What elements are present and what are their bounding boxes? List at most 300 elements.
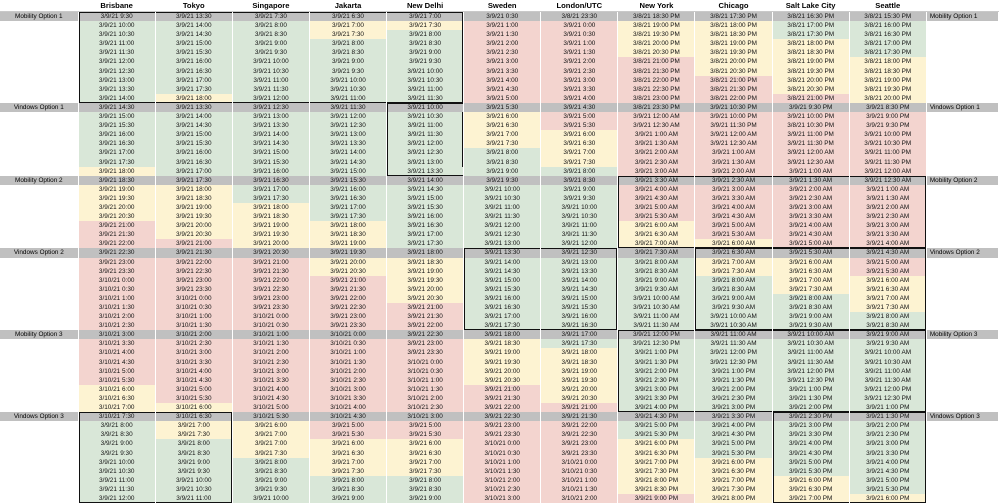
time-cell[interactable]: 3/10/21 0:00 [541, 458, 618, 467]
time-cell[interactable]: 3/9/21 9:30 [232, 48, 309, 57]
time-cell[interactable]: 3/10/21 3:00 [309, 385, 386, 394]
time-cell[interactable]: 3/9/21 3:00 [464, 57, 541, 66]
time-cell[interactable]: 3/9/21 14:30 [541, 285, 618, 294]
time-cell[interactable]: 3/9/21 22:00 [155, 258, 232, 267]
time-cell[interactable]: 3/9/21 11:00 [387, 121, 464, 130]
time-cell[interactable]: 3/9/21 10:30 [309, 85, 386, 94]
time-cell[interactable]: 3/9/21 4:30 PM [849, 467, 926, 476]
time-cell[interactable]: 3/9/21 12:30 [309, 121, 386, 130]
time-cell[interactable]: 3/9/21 5:00 AM [618, 203, 695, 212]
time-cell[interactable]: 3/9/21 9:30 AM [618, 285, 695, 294]
time-cell[interactable]: 3/9/21 1:30 PM [849, 412, 926, 421]
time-cell[interactable]: 3/8/21 20:00 PM [849, 94, 926, 103]
time-cell[interactable]: 3/9/21 19:30 [155, 212, 232, 221]
time-cell[interactable]: 3/9/21 12:30 [78, 67, 155, 76]
time-cell[interactable]: 3/9/21 11:30 PM [772, 139, 849, 148]
time-cell[interactable]: 3/9/21 11:30 [78, 48, 155, 57]
time-cell[interactable]: 3/9/21 21:30 [387, 312, 464, 321]
time-cell[interactable]: 3/9/21 8:30 [387, 485, 464, 494]
time-cell[interactable]: 3/9/21 2:30 PM [618, 376, 695, 385]
time-cell[interactable]: 3/9/21 18:00 [464, 330, 541, 339]
time-cell[interactable]: 3/10/21 1:00 [155, 312, 232, 321]
time-cell[interactable]: 3/9/21 11:00 [464, 203, 541, 212]
time-cell[interactable]: 3/9/21 19:30 [78, 194, 155, 203]
time-cell[interactable]: 3/9/21 8:30 [464, 158, 541, 167]
time-cell[interactable]: 3/9/21 11:00 [541, 221, 618, 230]
time-cell[interactable]: 3/10/21 3:00 [155, 348, 232, 357]
time-cell[interactable]: 3/10/21 1:30 [309, 358, 386, 367]
time-cell[interactable]: 3/9/21 11:30 [232, 85, 309, 94]
time-cell[interactable]: 3/9/21 14:30 [232, 139, 309, 148]
time-cell[interactable]: 3/9/21 7:00 PM [695, 476, 772, 485]
time-cell[interactable]: 3/9/21 18:30 [232, 212, 309, 221]
time-cell[interactable]: 3/9/21 11:00 [78, 476, 155, 485]
time-cell[interactable]: 3/9/21 13:30 [387, 167, 464, 176]
time-cell[interactable]: 3/9/21 12:00 PM [695, 348, 772, 357]
time-cell[interactable]: 3/10/21 5:30 [78, 376, 155, 385]
time-cell[interactable]: 3/10/21 3:00 [387, 412, 464, 421]
time-cell[interactable]: 3/9/21 21:00 [464, 385, 541, 394]
time-cell[interactable]: 3/9/21 19:00 [232, 221, 309, 230]
time-cell[interactable]: 3/9/21 13:30 [309, 139, 386, 148]
time-cell[interactable]: 3/9/21 17:00 [387, 230, 464, 239]
time-cell[interactable]: 3/9/21 12:30 [232, 103, 309, 112]
time-cell[interactable]: 3/9/21 10:30 [387, 76, 464, 85]
time-cell[interactable]: 3/9/21 7:30 AM [849, 303, 926, 312]
time-cell[interactable]: 3/9/21 7:30 [309, 467, 386, 476]
time-cell[interactable]: 3/9/21 2:00 [541, 57, 618, 66]
time-cell[interactable]: 3/9/21 12:30 AM [772, 158, 849, 167]
time-cell[interactable]: 3/9/21 9:00 PM [849, 112, 926, 121]
time-cell[interactable]: 3/9/21 11:00 AM [772, 348, 849, 357]
time-cell[interactable]: 3/9/21 4:00 AM [618, 185, 695, 194]
time-cell[interactable]: 3/9/21 13:00 [387, 158, 464, 167]
time-cell[interactable]: 3/9/21 2:30 PM [695, 394, 772, 403]
time-cell[interactable]: 3/9/21 7:00 [541, 148, 618, 157]
time-cell[interactable]: 3/8/21 17:30 PM [695, 12, 772, 22]
time-cell[interactable]: 3/9/21 11:30 AM [849, 376, 926, 385]
time-cell[interactable]: 3/9/21 23:30 [78, 267, 155, 276]
time-cell[interactable]: 3/9/21 3:00 [541, 76, 618, 85]
time-cell[interactable]: 3/9/21 12:00 PM [618, 330, 695, 339]
time-cell[interactable]: 3/8/21 16:30 PM [772, 12, 849, 22]
time-cell[interactable]: 3/9/21 7:00 [232, 439, 309, 448]
time-cell[interactable]: 3/9/21 7:00 [309, 21, 386, 30]
time-cell[interactable]: 3/9/21 9:00 PM [618, 494, 695, 503]
time-cell[interactable]: 3/10/21 0:00 [232, 312, 309, 321]
time-cell[interactable]: 3/9/21 11:00 [232, 76, 309, 85]
time-cell[interactable]: 3/9/21 11:00 PM [849, 148, 926, 157]
time-cell[interactable]: 3/10/21 2:30 [387, 403, 464, 412]
time-cell[interactable]: 3/9/21 5:30 AM [849, 267, 926, 276]
time-cell[interactable]: 3/9/21 2:30 AM [618, 158, 695, 167]
time-cell[interactable]: 3/9/21 9:30 PM [772, 103, 849, 112]
time-cell[interactable]: 3/9/21 12:30 PM [849, 394, 926, 403]
time-cell[interactable]: 3/9/21 22:00 [78, 239, 155, 248]
time-cell[interactable]: 3/8/21 19:00 PM [618, 21, 695, 30]
time-cell[interactable]: 3/9/21 11:30 [78, 485, 155, 494]
time-cell[interactable]: 3/9/21 11:30 [464, 212, 541, 221]
time-cell[interactable]: 3/9/21 8:00 AM [772, 294, 849, 303]
time-cell[interactable]: 3/9/21 12:30 PM [772, 376, 849, 385]
time-cell[interactable]: 3/9/21 11:00 [78, 39, 155, 48]
time-cell[interactable]: 3/9/21 17:30 [155, 176, 232, 185]
time-cell[interactable]: 3/10/21 1:00 [78, 294, 155, 303]
time-cell[interactable]: 3/9/21 20:30 [78, 212, 155, 221]
time-cell[interactable]: 3/9/21 6:30 PM [618, 449, 695, 458]
time-cell[interactable]: 3/9/21 17:30 [232, 194, 309, 203]
time-cell[interactable]: 3/9/21 8:30 PM [849, 103, 926, 112]
time-cell[interactable]: 3/9/21 14:30 [155, 121, 232, 130]
time-cell[interactable]: 3/9/21 5:00 [541, 112, 618, 121]
time-cell[interactable]: 3/9/21 13:00 [309, 130, 386, 139]
time-cell[interactable]: 3/9/21 9:30 [155, 467, 232, 476]
time-cell[interactable]: 3/9/21 15:00 [309, 167, 386, 176]
time-cell[interactable]: 3/9/21 20:30 [155, 230, 232, 239]
time-cell[interactable]: 3/9/21 6:00 [387, 439, 464, 448]
time-cell[interactable]: 3/9/21 8:00 AM [618, 258, 695, 267]
time-cell[interactable]: 3/9/21 7:30 [232, 12, 309, 22]
time-cell[interactable]: 3/9/21 23:30 [232, 303, 309, 312]
time-cell[interactable]: 3/8/21 20:00 PM [618, 39, 695, 48]
time-cell[interactable]: 3/9/21 17:00 [78, 148, 155, 157]
time-cell[interactable]: 3/9/21 17:30 [78, 158, 155, 167]
time-cell[interactable]: 3/8/21 17:30 PM [772, 30, 849, 39]
time-cell[interactable]: 3/9/21 14:00 [541, 276, 618, 285]
time-cell[interactable]: 3/9/21 21:00 [78, 221, 155, 230]
time-cell[interactable]: 3/9/21 8:00 AM [849, 312, 926, 321]
time-cell[interactable]: 3/9/21 20:00 [541, 385, 618, 394]
time-cell[interactable]: 3/9/21 10:00 [541, 203, 618, 212]
time-cell[interactable]: 3/9/21 18:00 [387, 248, 464, 257]
time-cell[interactable]: 3/9/21 17:30 [155, 85, 232, 94]
time-cell[interactable]: 3/9/21 1:30 [464, 30, 541, 39]
time-cell[interactable]: 3/9/21 5:30 [541, 121, 618, 130]
time-cell[interactable]: 3/9/21 16:00 [232, 167, 309, 176]
time-cell[interactable]: 3/8/21 18:30 PM [695, 30, 772, 39]
time-cell[interactable]: 3/9/21 13:30 [155, 103, 232, 112]
time-cell[interactable]: 3/10/21 0:30 [155, 303, 232, 312]
time-cell[interactable]: 3/9/21 2:00 PM [695, 385, 772, 394]
time-cell[interactable]: 3/9/21 7:30 AM [772, 285, 849, 294]
time-cell[interactable]: 3/9/21 6:30 AM [695, 248, 772, 257]
time-cell[interactable]: 3/9/21 23:00 [464, 421, 541, 430]
time-cell[interactable]: 3/9/21 9:00 [232, 476, 309, 485]
time-cell[interactable]: 3/9/21 6:30 AM [849, 285, 926, 294]
time-cell[interactable]: 3/9/21 7:30 PM [695, 485, 772, 494]
time-cell[interactable]: 3/8/21 20:00 PM [695, 57, 772, 66]
time-cell[interactable]: 3/9/21 1:00 [541, 39, 618, 48]
time-cell[interactable]: 3/9/21 14:30 [309, 158, 386, 167]
time-cell[interactable]: 3/9/21 23:30 [387, 348, 464, 357]
time-cell[interactable]: 3/9/21 11:30 AM [618, 321, 695, 330]
time-cell[interactable]: 3/9/21 23:30 [155, 285, 232, 294]
time-cell[interactable]: 3/9/21 9:00 [309, 57, 386, 66]
time-cell[interactable]: 3/9/21 23:00 [387, 339, 464, 348]
time-cell[interactable]: 3/9/21 0:00 [541, 21, 618, 30]
time-cell[interactable]: 3/9/21 5:30 AM [695, 230, 772, 239]
time-cell[interactable]: 3/9/21 11:30 [387, 94, 464, 103]
time-cell[interactable]: 3/9/21 11:00 [155, 494, 232, 503]
time-cell[interactable]: 3/8/21 22:00 PM [618, 76, 695, 85]
time-cell[interactable]: 3/9/21 17:00 [309, 203, 386, 212]
time-cell[interactable]: 3/9/21 14:00 [155, 112, 232, 121]
time-cell[interactable]: 3/9/21 17:30 [541, 339, 618, 348]
time-cell[interactable]: 3/8/21 20:30 PM [618, 48, 695, 57]
time-cell[interactable]: 3/9/21 18:30 [541, 358, 618, 367]
time-cell[interactable]: 3/10/21 0:00 [155, 294, 232, 303]
time-cell[interactable]: 3/9/21 3:00 AM [772, 203, 849, 212]
time-cell[interactable]: 3/9/21 10:00 PM [849, 130, 926, 139]
time-cell[interactable]: 3/8/21 22:00 PM [695, 94, 772, 103]
time-cell[interactable]: 3/9/21 16:00 [387, 212, 464, 221]
time-cell[interactable]: 3/9/21 12:00 [309, 112, 386, 121]
time-cell[interactable]: 3/9/21 11:30 [387, 130, 464, 139]
time-cell[interactable]: 3/9/21 2:00 PM [772, 403, 849, 412]
time-cell[interactable]: 3/9/21 5:00 PM [772, 458, 849, 467]
time-cell[interactable]: 3/9/21 17:30 [387, 239, 464, 248]
time-cell[interactable]: 3/9/21 12:00 [464, 221, 541, 230]
time-cell[interactable]: 3/9/21 2:00 AM [618, 148, 695, 157]
time-cell[interactable]: 3/10/21 3:00 [232, 367, 309, 376]
time-cell[interactable]: 3/9/21 19:30 [464, 358, 541, 367]
time-cell[interactable]: 3/9/21 3:00 PM [849, 439, 926, 448]
time-cell[interactable]: 3/9/21 16:30 [155, 158, 232, 167]
time-cell[interactable]: 3/9/21 7:00 [464, 130, 541, 139]
time-cell[interactable]: 3/9/21 9:00 [541, 185, 618, 194]
time-cell[interactable]: 3/9/21 17:30 [309, 212, 386, 221]
time-cell[interactable]: 3/9/21 5:30 [464, 103, 541, 112]
time-cell[interactable]: 3/9/21 8:30 [78, 430, 155, 439]
time-cell[interactable]: 3/9/21 20:00 [155, 221, 232, 230]
time-cell[interactable]: 3/9/21 15:30 [155, 48, 232, 57]
time-cell[interactable]: 3/9/21 11:00 [309, 94, 386, 103]
time-cell[interactable]: 3/9/21 9:00 AM [618, 276, 695, 285]
time-cell[interactable]: 3/10/21 5:30 [155, 394, 232, 403]
time-cell[interactable]: 3/9/21 4:00 [464, 76, 541, 85]
time-cell[interactable]: 3/9/21 2:00 AM [849, 203, 926, 212]
time-cell[interactable]: 3/9/21 6:00 AM [695, 239, 772, 248]
time-cell[interactable]: 3/9/21 6:00 [309, 439, 386, 448]
time-cell[interactable]: 3/9/21 10:00 AM [772, 330, 849, 339]
time-cell[interactable]: 3/9/21 9:00 AM [695, 294, 772, 303]
time-cell[interactable]: 3/9/21 10:00 [464, 185, 541, 194]
time-cell[interactable]: 3/9/21 13:00 [541, 258, 618, 267]
time-cell[interactable]: 3/10/21 2:00 [541, 494, 618, 503]
time-cell[interactable]: 3/9/21 5:00 AM [849, 258, 926, 267]
time-cell[interactable]: 3/9/21 6:30 PM [772, 485, 849, 494]
time-cell[interactable]: 3/10/21 6:30 [155, 412, 232, 421]
time-cell[interactable]: 3/9/21 5:30 PM [695, 449, 772, 458]
time-cell[interactable]: 3/9/21 5:30 AM [618, 212, 695, 221]
time-cell[interactable]: 3/9/21 16:00 [78, 130, 155, 139]
time-cell[interactable]: 3/9/21 7:00 [387, 458, 464, 467]
time-cell[interactable]: 3/9/21 8:00 PM [618, 476, 695, 485]
time-cell[interactable]: 3/9/21 8:00 [78, 421, 155, 430]
time-cell[interactable]: 3/9/21 4:00 PM [772, 439, 849, 448]
time-cell[interactable]: 3/10/21 0:30 [78, 285, 155, 294]
time-cell[interactable]: 3/9/21 1:00 PM [618, 348, 695, 357]
time-cell[interactable]: 3/9/21 9:30 [78, 449, 155, 458]
time-cell[interactable]: 3/9/21 15:30 [155, 139, 232, 148]
time-cell[interactable]: 3/9/21 20:30 [464, 376, 541, 385]
time-cell[interactable]: 3/9/21 7:30 [464, 139, 541, 148]
time-cell[interactable]: 3/9/21 10:30 PM [695, 103, 772, 112]
time-cell[interactable]: 3/9/21 8:00 [232, 21, 309, 30]
time-cell[interactable]: 3/10/21 4:00 [155, 367, 232, 376]
time-cell[interactable]: 3/9/21 4:30 AM [772, 230, 849, 239]
time-cell[interactable]: 3/9/21 6:00 PM [849, 494, 926, 503]
time-cell[interactable]: 3/9/21 1:30 AM [618, 139, 695, 148]
time-cell[interactable]: 3/10/21 2:00 [464, 476, 541, 485]
time-cell[interactable]: 3/10/21 0:00 [309, 330, 386, 339]
time-cell[interactable]: 3/8/21 23:30 PM [618, 103, 695, 112]
time-cell[interactable]: 3/9/21 14:00 [232, 130, 309, 139]
time-cell[interactable]: 3/8/21 16:30 PM [849, 30, 926, 39]
time-cell[interactable]: 3/9/21 8:30 [155, 449, 232, 458]
time-cell[interactable]: 3/9/21 15:30 [387, 203, 464, 212]
time-cell[interactable]: 3/9/21 12:00 AM [695, 130, 772, 139]
time-cell[interactable]: 3/9/21 3:30 PM [772, 430, 849, 439]
time-cell[interactable]: 3/9/21 11:00 AM [849, 367, 926, 376]
time-cell[interactable]: 3/9/21 17:00 [232, 185, 309, 194]
time-cell[interactable]: 3/9/21 22:00 [232, 276, 309, 285]
time-cell[interactable]: 3/9/21 16:00 [155, 148, 232, 157]
time-cell[interactable]: 3/9/21 18:00 [78, 167, 155, 176]
time-cell[interactable]: 3/10/21 2:30 [309, 376, 386, 385]
time-cell[interactable]: 3/9/21 10:30 AM [772, 339, 849, 348]
time-cell[interactable]: 3/9/21 3:30 PM [849, 449, 926, 458]
time-cell[interactable]: 3/9/21 4:30 [464, 85, 541, 94]
time-cell[interactable]: 3/8/21 19:30 PM [618, 30, 695, 39]
time-cell[interactable]: 3/10/21 0:00 [387, 358, 464, 367]
time-cell[interactable]: 3/9/21 20:30 [232, 248, 309, 257]
time-cell[interactable]: 3/9/21 3:00 PM [695, 403, 772, 412]
time-cell[interactable]: 3/9/21 13:00 [78, 76, 155, 85]
time-cell[interactable]: 3/9/21 11:30 [309, 103, 386, 112]
time-cell[interactable]: 3/9/21 7:30 [309, 30, 386, 39]
time-cell[interactable]: 3/9/21 23:00 [309, 312, 386, 321]
time-cell[interactable]: 3/9/21 1:00 AM [695, 148, 772, 157]
time-cell[interactable]: 3/9/21 23:00 [155, 276, 232, 285]
time-cell[interactable]: 3/9/21 5:00 AM [695, 221, 772, 230]
time-cell[interactable]: 3/9/21 12:00 PM [849, 385, 926, 394]
time-cell[interactable]: 3/9/21 2:00 AM [772, 185, 849, 194]
time-cell[interactable]: 3/9/21 2:30 PM [849, 430, 926, 439]
time-cell[interactable]: 3/8/21 10:30 PM [772, 121, 849, 130]
time-cell[interactable]: 3/9/21 15:00 [232, 148, 309, 157]
time-cell[interactable]: 3/9/21 21:30 [78, 230, 155, 239]
time-cell[interactable]: 3/9/21 4:00 PM [695, 421, 772, 430]
time-cell[interactable]: 3/10/21 0:30 [232, 321, 309, 330]
time-cell[interactable]: 3/9/21 12:30 PM [695, 358, 772, 367]
time-cell[interactable]: 3/8/21 19:30 PM [772, 67, 849, 76]
time-cell[interactable]: 3/9/21 21:00 [541, 403, 618, 412]
time-cell[interactable]: 3/9/21 22:00 [464, 403, 541, 412]
time-cell[interactable]: 3/9/21 10:30 AM [849, 358, 926, 367]
time-cell[interactable]: 3/9/21 7:00 PM [618, 458, 695, 467]
time-cell[interactable]: 3/9/21 7:00 AM [618, 239, 695, 248]
time-cell[interactable]: 3/9/21 18:00 [309, 221, 386, 230]
time-cell[interactable]: 3/9/21 6:00 AM [849, 276, 926, 285]
time-cell[interactable]: 3/9/21 15:00 [78, 112, 155, 121]
time-cell[interactable]: 3/10/21 1:30 [387, 385, 464, 394]
time-cell[interactable]: 3/9/21 12:30 AM [695, 139, 772, 148]
time-cell[interactable]: 3/9/21 22:30 [155, 267, 232, 276]
time-cell[interactable]: 3/9/21 16:30 [464, 303, 541, 312]
time-cell[interactable]: 3/8/21 20:30 PM [695, 67, 772, 76]
time-cell[interactable]: 3/9/21 1:30 AM [772, 176, 849, 185]
time-cell[interactable]: 3/9/21 8:30 PM [618, 485, 695, 494]
time-cell[interactable]: 3/9/21 8:00 PM [695, 494, 772, 503]
time-cell[interactable]: 3/9/21 22:00 [541, 421, 618, 430]
time-cell[interactable]: 3/9/21 1:00 PM [849, 403, 926, 412]
time-cell[interactable]: 3/9/21 20:00 [78, 203, 155, 212]
time-cell[interactable]: 3/9/21 9:30 PM [849, 121, 926, 130]
time-cell[interactable]: 3/9/21 3:00 AM [695, 185, 772, 194]
time-cell[interactable]: 3/9/21 15:00 [541, 294, 618, 303]
time-cell[interactable]: 3/9/21 23:00 [78, 258, 155, 267]
time-cell[interactable]: 3/8/21 16:00 PM [849, 21, 926, 30]
time-cell[interactable]: 3/9/21 9:00 [387, 48, 464, 57]
time-cell[interactable]: 3/9/21 18:00 [541, 348, 618, 357]
time-cell[interactable]: 3/9/21 18:00 [232, 203, 309, 212]
time-cell[interactable]: 3/9/21 16:30 [309, 194, 386, 203]
time-cell[interactable]: 3/9/21 6:30 [541, 139, 618, 148]
time-cell[interactable]: 3/9/21 9:30 [541, 194, 618, 203]
time-cell[interactable]: 3/9/21 10:30 AM [695, 321, 772, 330]
time-cell[interactable]: 3/9/21 10:30 AM [618, 303, 695, 312]
time-cell[interactable]: 3/9/21 9:00 [309, 494, 386, 503]
time-cell[interactable]: 3/9/21 0:30 [464, 12, 541, 22]
time-cell[interactable]: 3/9/21 23:00 [232, 294, 309, 303]
time-cell[interactable]: 3/9/21 2:30 PM [772, 412, 849, 421]
time-cell[interactable]: 3/9/21 1:00 AM [618, 130, 695, 139]
time-cell[interactable]: 3/9/21 12:30 AM [618, 121, 695, 130]
time-cell[interactable]: 3/9/21 14:30 [464, 267, 541, 276]
time-cell[interactable]: 3/9/21 11:30 PM [849, 158, 926, 167]
time-cell[interactable]: 3/9/21 10:00 AM [849, 348, 926, 357]
time-cell[interactable]: 3/9/21 4:00 AM [695, 203, 772, 212]
time-cell[interactable]: 3/9/21 5:00 [387, 421, 464, 430]
time-cell[interactable]: 3/9/21 7:00 PM [772, 494, 849, 503]
time-cell[interactable]: 3/9/21 12:30 [464, 230, 541, 239]
time-cell[interactable]: 3/9/21 19:30 [309, 248, 386, 257]
time-cell[interactable]: 3/9/21 1:30 AM [695, 158, 772, 167]
time-cell[interactable]: 3/8/21 18:30 PM [618, 12, 695, 22]
time-cell[interactable]: 3/9/21 5:30 [387, 430, 464, 439]
time-cell[interactable]: 3/9/21 10:00 AM [618, 294, 695, 303]
time-cell[interactable]: 3/9/21 19:30 [541, 376, 618, 385]
time-cell[interactable]: 3/9/21 12:30 PM [618, 339, 695, 348]
time-cell[interactable]: 3/9/21 1:30 PM [618, 358, 695, 367]
time-cell[interactable]: 3/9/21 16:30 [155, 67, 232, 76]
time-cell[interactable]: 3/9/21 6:30 [309, 449, 386, 458]
time-cell[interactable]: 3/9/21 11:30 [541, 230, 618, 239]
time-cell[interactable]: 3/9/21 7:00 AM [849, 294, 926, 303]
time-cell[interactable]: 3/10/21 2:00 [387, 394, 464, 403]
time-cell[interactable]: 3/9/21 7:30 [155, 430, 232, 439]
time-cell[interactable]: 3/9/21 6:30 [309, 12, 386, 22]
time-cell[interactable]: 3/9/21 12:00 PM [772, 367, 849, 376]
time-cell[interactable]: 3/10/21 1:30 [464, 467, 541, 476]
time-cell[interactable]: 3/9/21 9:30 AM [772, 321, 849, 330]
time-cell[interactable]: 3/9/21 22:30 [541, 430, 618, 439]
time-cell[interactable]: 3/10/21 5:00 [232, 403, 309, 412]
time-cell[interactable]: 3/9/21 10:30 [78, 30, 155, 39]
time-cell[interactable]: 3/8/21 23:00 PM [618, 94, 695, 103]
time-cell[interactable]: 3/8/21 19:00 PM [772, 57, 849, 66]
